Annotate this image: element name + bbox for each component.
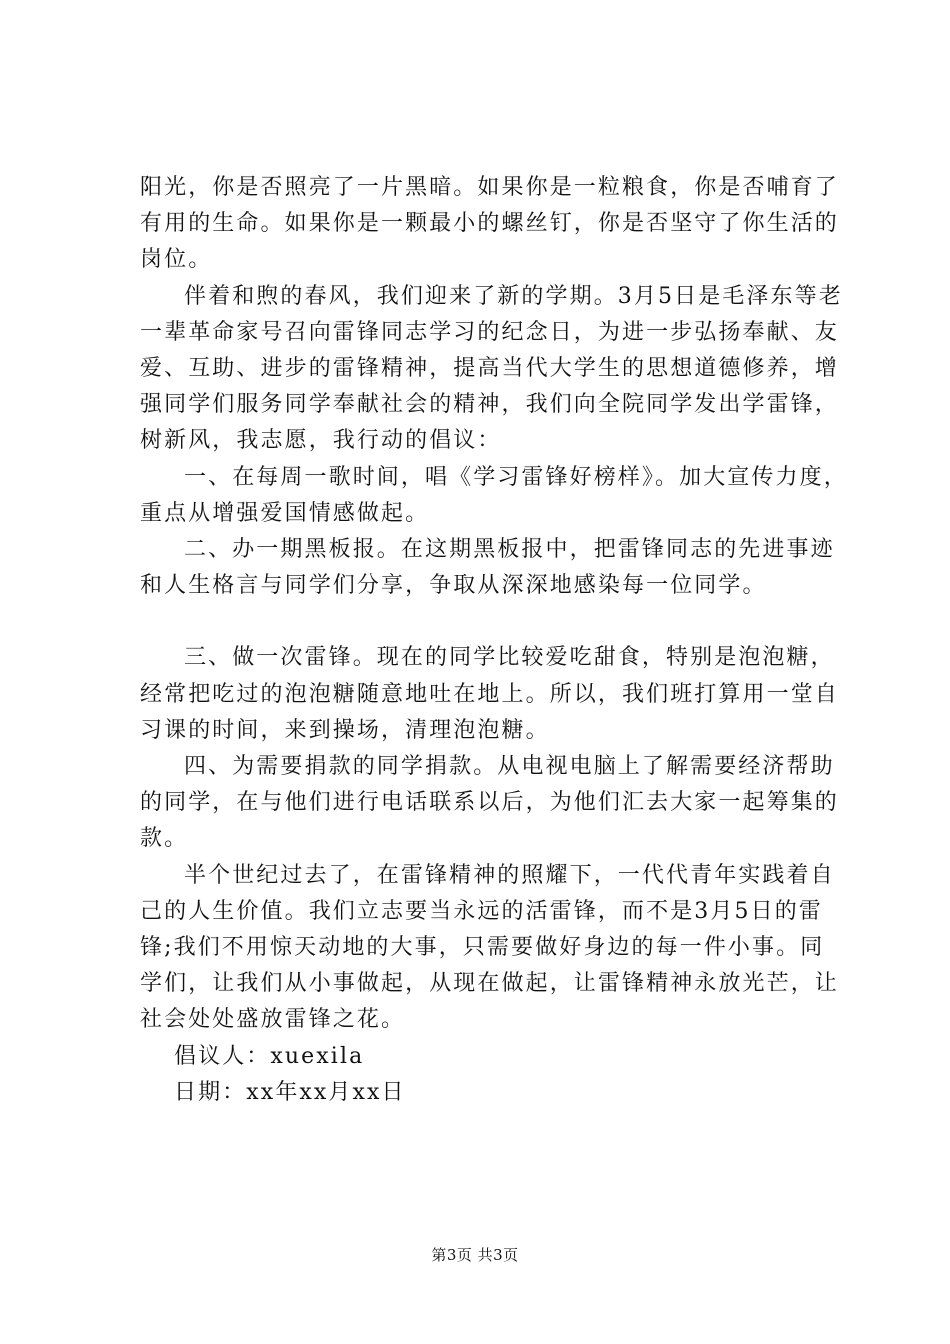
proposal-item-4: 四、为需要捐款的同学捐款。从电视电脑上了解需要经济帮助的同学，在与他们进行电话联系以后，为他们汇去大家一起筹集的款。 — [140, 754, 839, 852]
page-indicator: 第3页 共3页 — [431, 1246, 519, 1264]
proposal-item-3: 三、做一次雷锋。现在的同学比较爱吃甜食，特别是泡泡糖，经常把吃过的泡泡糖随意地吐在地上。所以，我们班打算用一堂自习课的时间，来到操场，清理泡泡糖。 — [140, 645, 839, 743]
date-line: 日期：xx年xx月xx日 — [174, 1079, 406, 1105]
closing-paragraph: 半个世纪过去了，在雷锋精神的照耀下，一代代青年实践着自己的人生价值。我们立志要当永远的活雷锋，而不是3月5日的雷锋;我们不用惊天动地的大事，只需要做好身边的每一件小事。同学们，让我们从小事做起，从现在做起，让雷锋精神永放光芒，让社会处处盛放雷锋之花。 — [140, 862, 839, 1033]
initiator-line: 倡议人：xuexila — [174, 1043, 365, 1069]
proposal-item-2: 二、办一期黑板报。在这期黑板报中，把雷锋同志的先进事迹和人生格言与同学们分享，争取从深深地感染每一位同学。 — [140, 537, 835, 599]
proposal-item-1: 一、在每周一歌时间，唱《学习雷锋好榜样》。加大宣传力度，重点从增强爱国情感做起。 — [140, 464, 848, 526]
document-body — [140, 170, 848, 1111]
opening-paragraph: 阳光，你是否照亮了一片黑暗。如果你是一粒粮食，你是否哺育了有用的生命。如果你是一颗最小的螺丝钉，你是否坚守了你生活的岗位。 — [140, 175, 839, 273]
intro-paragraph: 伴着和煦的春风，我们迎来了新的学期。3月5日是毛泽东等老一辈革命家号召向雷锋同志学习的纪念日，为进一步弘扬奉献、友爱、互助、进步的雷锋精神，提高当代大学生的思想道德修养，增强同学们服务同学奉献社会的精神，我们向全院同学发出学雷锋，树新风，我志愿，我行动的倡议： — [140, 283, 843, 454]
